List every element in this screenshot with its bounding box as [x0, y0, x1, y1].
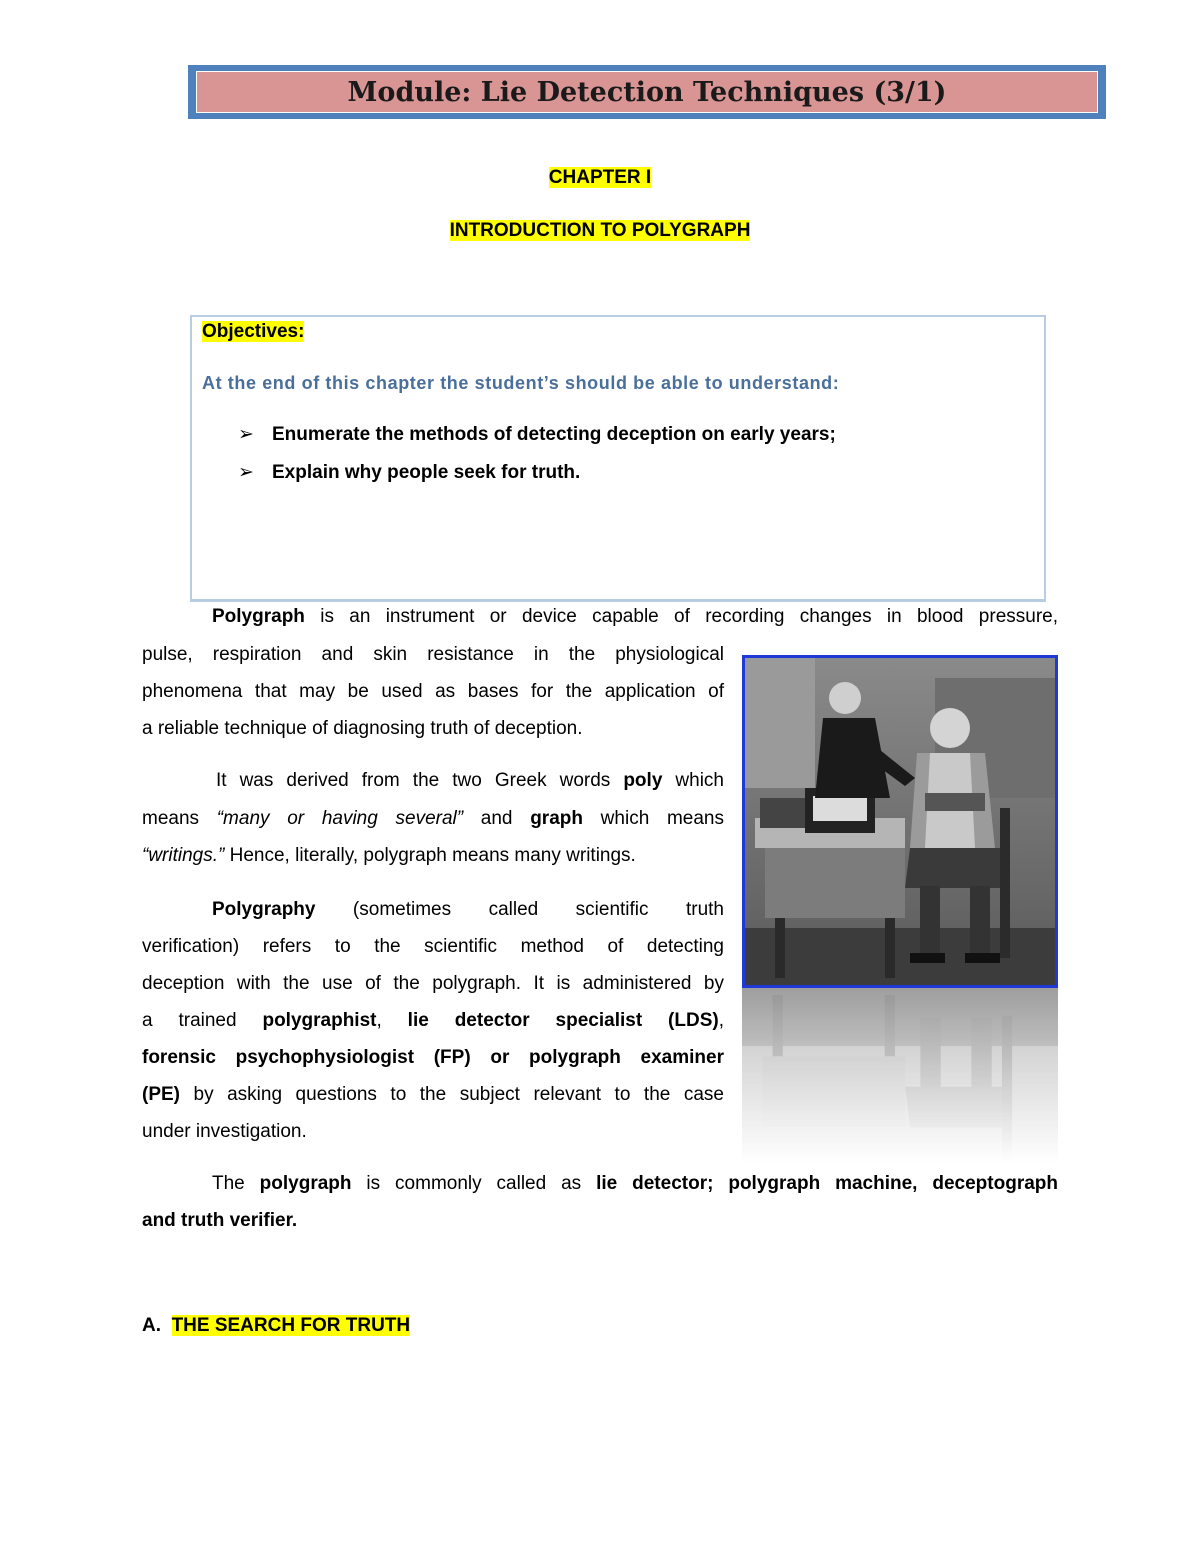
- text-span: is an instrument or device capable of recording changes in blood pressure,: [304, 606, 1058, 627]
- term-polygraphy: Polygraphy: [212, 899, 316, 920]
- objectives-heading: [202, 321, 304, 343]
- text-span: is commonly called as: [351, 1173, 597, 1194]
- term-pe: (PE): [142, 1084, 180, 1105]
- term-list: lie detector; polygraph machine, deceptograph: [596, 1173, 1058, 1194]
- paragraph-line: pulse, respiration and skin resistance in the physiological: [142, 644, 724, 665]
- text-span: and: [463, 808, 531, 829]
- paragraph-polygraphy-line5: [142, 1039, 724, 1076]
- paragraph-line: phenomena that may be used as bases for the application of: [142, 681, 724, 702]
- arrow-bullet-icon: ➢: [238, 423, 254, 445]
- photo-reflection-image: [742, 988, 1058, 1163]
- objectives-intro: At the end of this chapter the student’s should be able to understand:: [202, 373, 840, 393]
- term-polygraph: Polygraph: [212, 606, 305, 627]
- term-polygraphist: polygraphist: [262, 1010, 377, 1031]
- text-span: which: [662, 770, 724, 791]
- polygraph-photo: [742, 655, 1058, 988]
- paragraph-line: a reliable technique of diagnosing truth of deception.: [142, 718, 583, 739]
- text-span: ,: [718, 1010, 724, 1031]
- text-span: a trained: [142, 1010, 263, 1031]
- paragraph-polygraphy-line4: [142, 1002, 724, 1039]
- paragraph-polygraph-line1: [142, 598, 1058, 635]
- arrow-bullet-icon: ➢: [238, 461, 254, 483]
- term-list: and truth verifier: [142, 1210, 292, 1231]
- text-span: ,: [376, 1010, 408, 1031]
- paragraph-greek-line2: [142, 800, 724, 837]
- objectives-heading-text: Objectives:: [202, 321, 305, 342]
- paragraph-polygraphy-line6: [142, 1076, 724, 1113]
- chapter-title: INTRODUCTION TO POLYGRAPH: [449, 220, 751, 241]
- term-poly: poly: [623, 770, 663, 791]
- text-span: by asking questions to the subject relevant to the case: [180, 1084, 724, 1105]
- polygraph-photo-reflection: [742, 988, 1058, 1163]
- chapter-number-line: [0, 167, 1200, 189]
- polygraph-photo-image: [745, 658, 1055, 985]
- paragraph-greek-line3: [142, 837, 742, 874]
- paragraph-lie-detector-line1: [142, 1165, 1058, 1202]
- text-span: .: [291, 1210, 298, 1231]
- term-fp-pe: forensic psychophysiologist (FP) or polygraph examiner: [142, 1047, 724, 1068]
- chapter-number: CHAPTER I: [548, 167, 652, 188]
- text-span: which means: [582, 808, 724, 829]
- poly-meaning: “many or having several”: [216, 808, 464, 829]
- objective-text: Enumerate the methods of detecting deception on early years;: [272, 424, 836, 445]
- term-graph: graph: [530, 808, 583, 829]
- graph-meaning: “writings.”: [142, 845, 225, 866]
- text-span: means: [142, 808, 217, 829]
- section-letter: A.: [142, 1315, 161, 1336]
- chapter-title-line: [0, 220, 1200, 242]
- text-span: Hence, literally, polygraph means many writings.: [224, 845, 636, 866]
- module-title-banner: [188, 65, 1106, 119]
- text-span: It was derived from the two Greek words: [216, 770, 624, 791]
- paragraph-greek-line1: [142, 762, 724, 799]
- paragraph-line: verification) refers to the scientific method of detecting: [142, 936, 724, 957]
- text-span: (sometimes called scientific truth: [315, 899, 724, 920]
- objectives-box: [190, 315, 1046, 602]
- section-a-heading: [142, 1315, 410, 1337]
- text-span: The: [212, 1173, 260, 1194]
- term-lds: lie detector specialist (LDS): [407, 1010, 719, 1031]
- term-polygraph: polygraph: [259, 1173, 352, 1194]
- section-title: THE SEARCH FOR TRUTH: [171, 1315, 411, 1336]
- module-title: Module: Lie Detection Techniques (3/1): [196, 71, 1098, 113]
- paragraph-polygraphy-line1: [142, 891, 724, 928]
- paragraph-lie-detector-line2: [142, 1202, 742, 1239]
- objective-text: Explain why people seek for truth.: [272, 462, 581, 483]
- objective-item: [238, 461, 580, 484]
- paragraph-line: under investigation.: [142, 1121, 307, 1142]
- objective-item: [238, 423, 836, 446]
- paragraph-line: deception with the use of the polygraph. It is administered by: [142, 973, 724, 994]
